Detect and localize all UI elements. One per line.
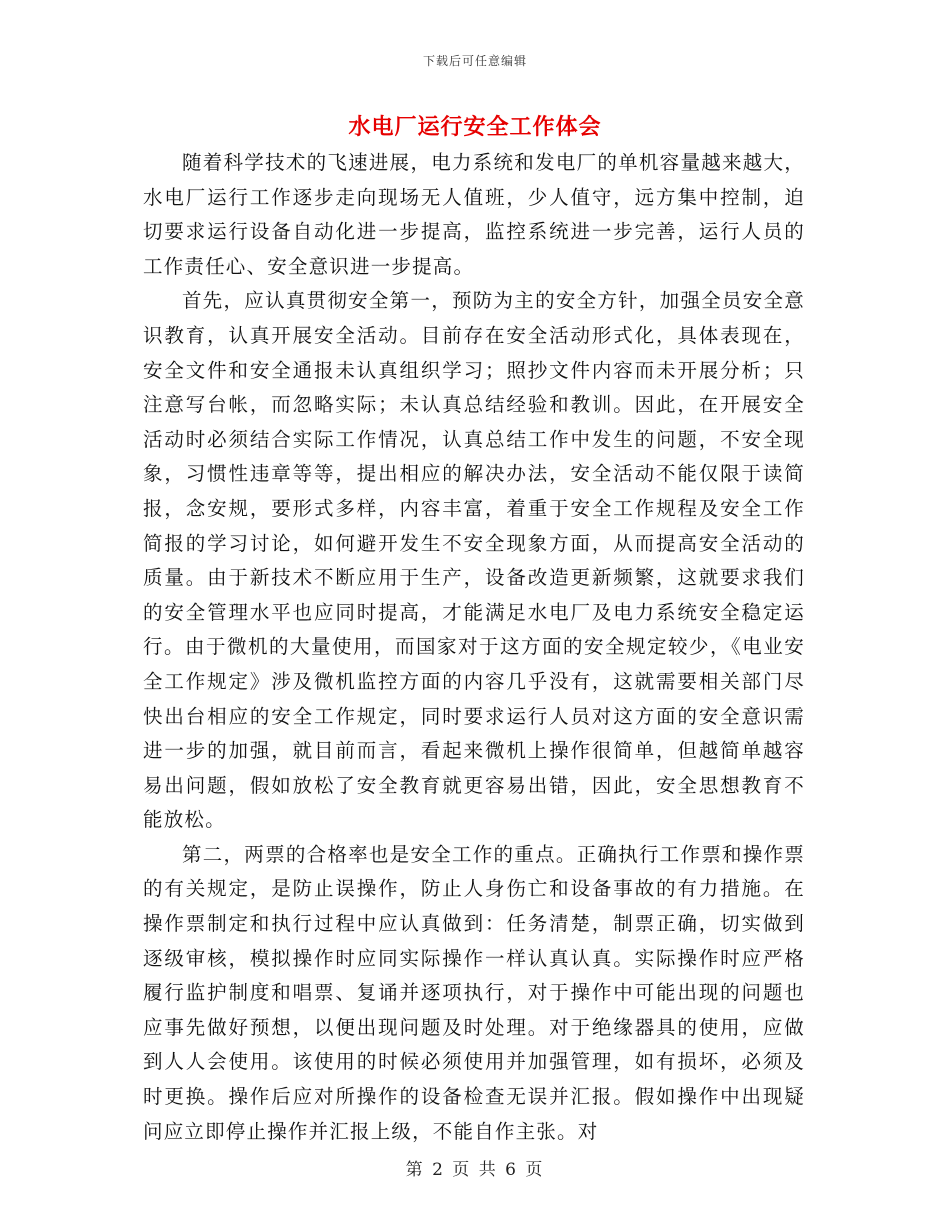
document-body — [143, 146, 805, 1149]
header-note: 下载后可任意编辑 — [422, 54, 527, 68]
page-number: 第 2 页 共 6 页 — [405, 1160, 545, 1180]
paragraph-first-point: 首先，应认真贯彻安全第一，预防为主的安全方针，加强全员安全意识教育，认真开展安全活动。目前存在安全活动形式化，具体表现在，安全文件和安全通报未认真组织学习；照抄文件内容而未开展分析；只注意写台帐，而忽略实际；未认真总结经验和教训。因此，在开展安全活动时必须结合实际工作情况，认真总结工作中发生的问题，不安全现象，习惯性违章等等，提出相应的解决办法，安全活动不能仅限于读简报，念安规，要形式多样，内容丰富，着重于安全工作规程及安全工作简报的学习讨论，如何避开发生不安全现象方面，从而提高安全活动的质量。由于新技术不断应用于生产，设备改造更新频繁，这就要求我们的安全管理水平也应同时提高，才能满足水电厂及电力系统安全稳定运行。由于微机的大量使用，而国家对于这方面的安全规定较少，《电业安全工作规定》涉及微机监控方面的内容几乎没有，这就需要相关部门尽快出台相应的安全工作规定，同时要求运行人员对这方面的安全意识需进一步的加强，就目前而言，看起来微机上操作很简单，但越简单越容易出问题，假如放松了安全教育就更容易出错，因此，安全思想教育不能放松。 — [143, 289, 805, 832]
paragraph-intro: 随着科学技术的飞速进展，电力系统和发电厂的单机容量越来越大，水电厂运行工作逐步走向现场无人值班，少人值守，远方集中控制，迫切要求运行设备自动化进一步提高，监控系统进一步完善，运行人员的工作责任心、安全意识进一步提高。 — [143, 151, 805, 278]
paragraph-second-point: 第二，两票的合格率也是安全工作的重点。正确执行工作票和操作票的有关规定，是防止误操作，防止人身伤亡和设备事故的有力措施。在操作票制定和执行过程中应认真做到：任务清楚，制票正确，切实做到逐级审核，模拟操作时应同实际操作一样认真认真。实际操作时应严格履行监护制度和唱票、复诵并逐项执行，对于操作中可能出现的问题也应事先做好预想，以便出现问题及时处理。对于绝缘器具的使用，应做到人人会使用。该使用的时候必须使用并加强管理，如有损坏，必须及时更换。操作后应对所操作的设备检查无误并汇报。假如操作中出现疑问应立即停止操作并汇报上级，不能自作主张。对 — [143, 842, 805, 1143]
document-title: 水电厂运行安全工作体会 — [348, 114, 602, 140]
